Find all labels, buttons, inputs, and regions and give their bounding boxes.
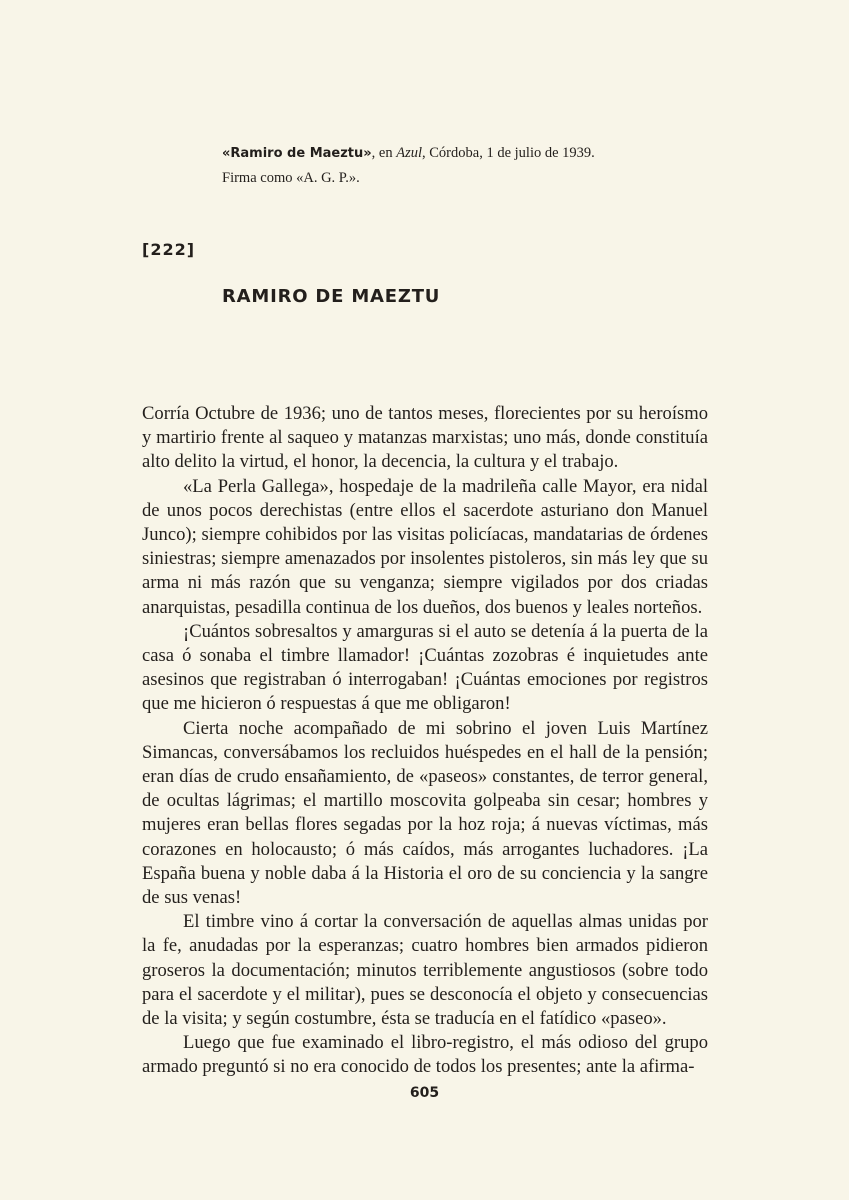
page-number: 605 — [409, 1085, 440, 1101]
paragraph: Luego que fue examinado el libro-registro, el más odioso del grupo armado preguntó si no era conocido de todos los presentes; ante la afirma- — [142, 1032, 708, 1078]
paragraph: Corría Octubre de 1936; uno de tantos meses, florecientes por su heroísmo y martirio frente al saqueo y matanzas marxistas; uno más, donde constituía alto delito la virtud, el honor, la decencia, la cultura y el trabajo. — [142, 403, 708, 473]
signature-note: Firma como «A. G. P.». — [222, 170, 360, 186]
document-number: [222] — [142, 240, 196, 259]
source-line — [222, 141, 662, 166]
paragraph: ¡Cuántos sobresaltos y amarguras si el auto se detenía á la puerta de la casa ó sonaba el timbre llamador! ¡Cuántas zozobras é inquietudes ante asesinos que registraban ó interrogaban! ¡Cuántas emociones por registros que me hicieron ó respuestas á que me obligaron! — [142, 620, 708, 715]
publication-name: Azul — [396, 145, 423, 161]
paragraph: «La Perla Gallega», hospedaje de la madrileña calle Mayor, era nidal de unos pocos derechistas (entre ellos el sacerdote asturiano don Manuel Junco); siempre cohibidos por las visitas policíacas, mandatarias de órdenes siniestras; siempre amenazados por insolentes pistoleros, sin más ley que su arma ni más razón que su venganza; siempre vigilados por dos criadas anarquistas, pesadilla continua de los dueños, dos buenos y leales norteños. — [142, 475, 708, 618]
body-text — [142, 402, 708, 1080]
source-place-date: , Córdoba, 1 de julio de 1939. — [422, 145, 595, 161]
page-title: RAMIRO DE MAEZTU — [222, 286, 441, 307]
article-title: «Ramiro de Maeztu» — [222, 146, 372, 161]
paragraph: Cierta noche acompañado de mi sobrino el joven Luis Martínez Simancas, conversábamos los recluidos huéspedes en el hall de la pensión; eran días de crudo ensañamiento, de «paseos» constantes, de terror general, de ocultas lágrimas; el martillo moscovita golpeaba sin cesar; hombres y mujeres eran bellas flores segadas por la hoz roja; á nuevas víctimas, más corazones en holocausto; ó más caídos, más arrogantes luchadores. ¡La España buena y noble daba á la Historia el oro de su conciencia y la sangre de sus venas! — [142, 717, 708, 909]
paragraph: El timbre vino á cortar la conversación de aquellas almas unidas por la fe, anudadas por la esperanzas; cuatro hombres bien armados pidieron groseros la documentación; minutos terriblemente angustiosos (sobre todo para el sacerdote y el militar), pues se desconocía el objeto y consecuencias de la visita; y según costumbre, ésta se traducía en el fatídico «paseo». — [142, 911, 708, 1030]
source-note — [222, 141, 662, 191]
source-connector: , en — [371, 145, 397, 161]
